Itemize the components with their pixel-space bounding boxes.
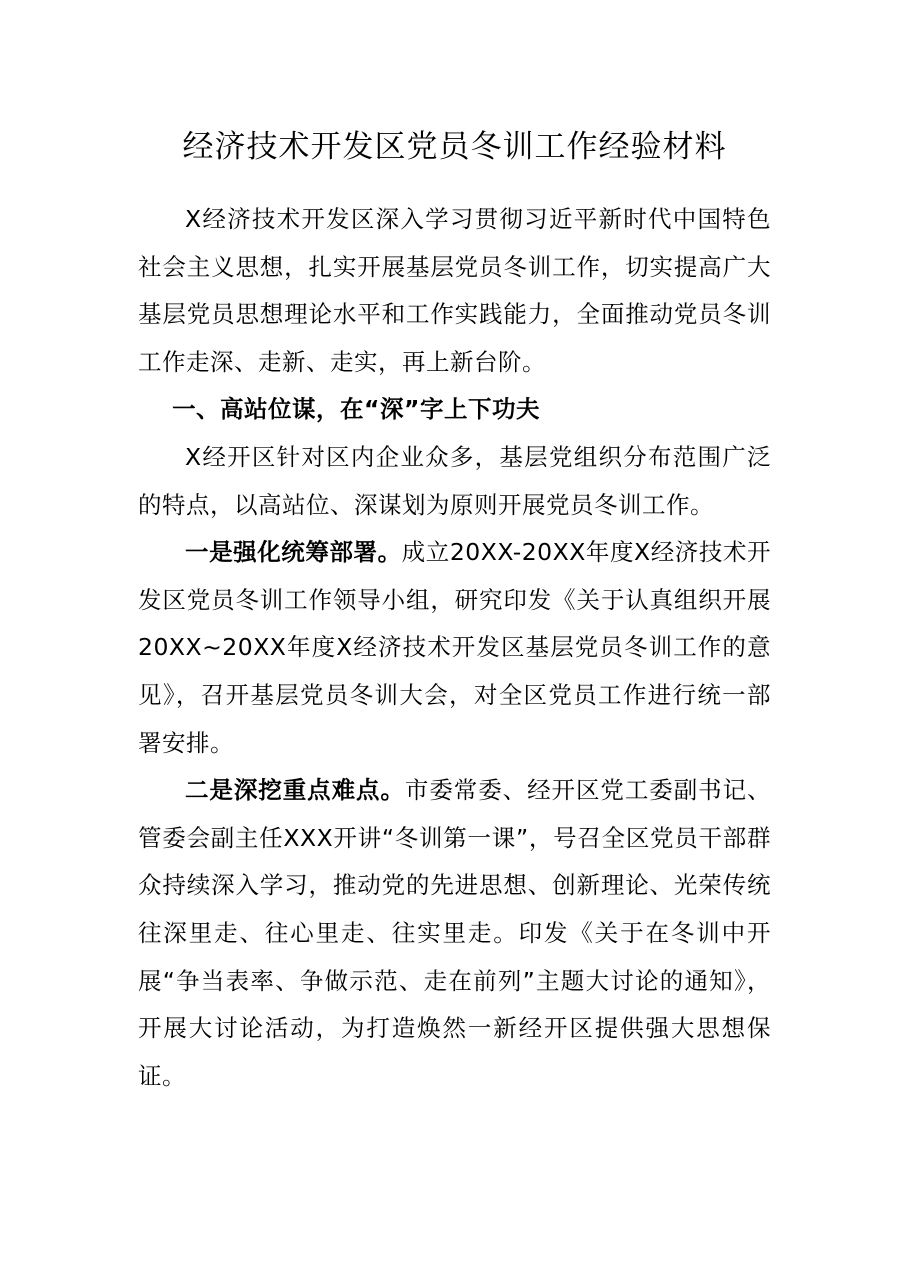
section-body-paragraph: X经开区针对区内企业众多，基层党组织分布范围广泛的特点，以高站位、深谋划为原则开展党员冬训工作。 <box>138 442 771 519</box>
point-one-lead: 一是强化统筹部署。 <box>185 538 402 567</box>
document-title: 经济技术开发区党员冬训工作经验材料 <box>182 129 727 165</box>
intro-paragraph: X经济技术开发区深入学习贯彻习近平新时代中国特色社会主义思想，扎实开展基层党员冬训工作，切实提高广大基层党员思想理论水平和工作实践能力，全面推动党员冬训工作走深、走新、走实，再上新台阶。 <box>138 205 771 376</box>
point-two-paragraph <box>138 767 771 1100</box>
point-two-lead: 二是深挖重点难点。 <box>185 776 405 805</box>
section-heading: 一、高站位谋，在“深”字上下功夫 <box>172 395 540 424</box>
point-one-text: 成立20XX-20XX年度X经济技术开发区党员冬训工作领导小组，研究印发《关于认真组织开展20XX~20XX年度X经济技术开发区基层党员冬训工作的意见》，召开基层党员冬训大会，对全区党员工作进行统一部署安排。 <box>138 538 772 757</box>
point-one-paragraph <box>138 529 771 767</box>
point-two-text: 市委常委、经开区党工委副书记、管委会副主任XXX开讲“冬训第一课”，号召全区党员干部群众持续深入学习，推动党的先进思想、创新理论、光荣传统往深里走、往心里走、往实里走。印发《关于在冬训中开展“争当表率、争做示范、走在前列”主题大讨论的通知》，开展大讨论活动，为打造焕然一新经开区提供强大思想保证。 <box>138 776 772 1090</box>
